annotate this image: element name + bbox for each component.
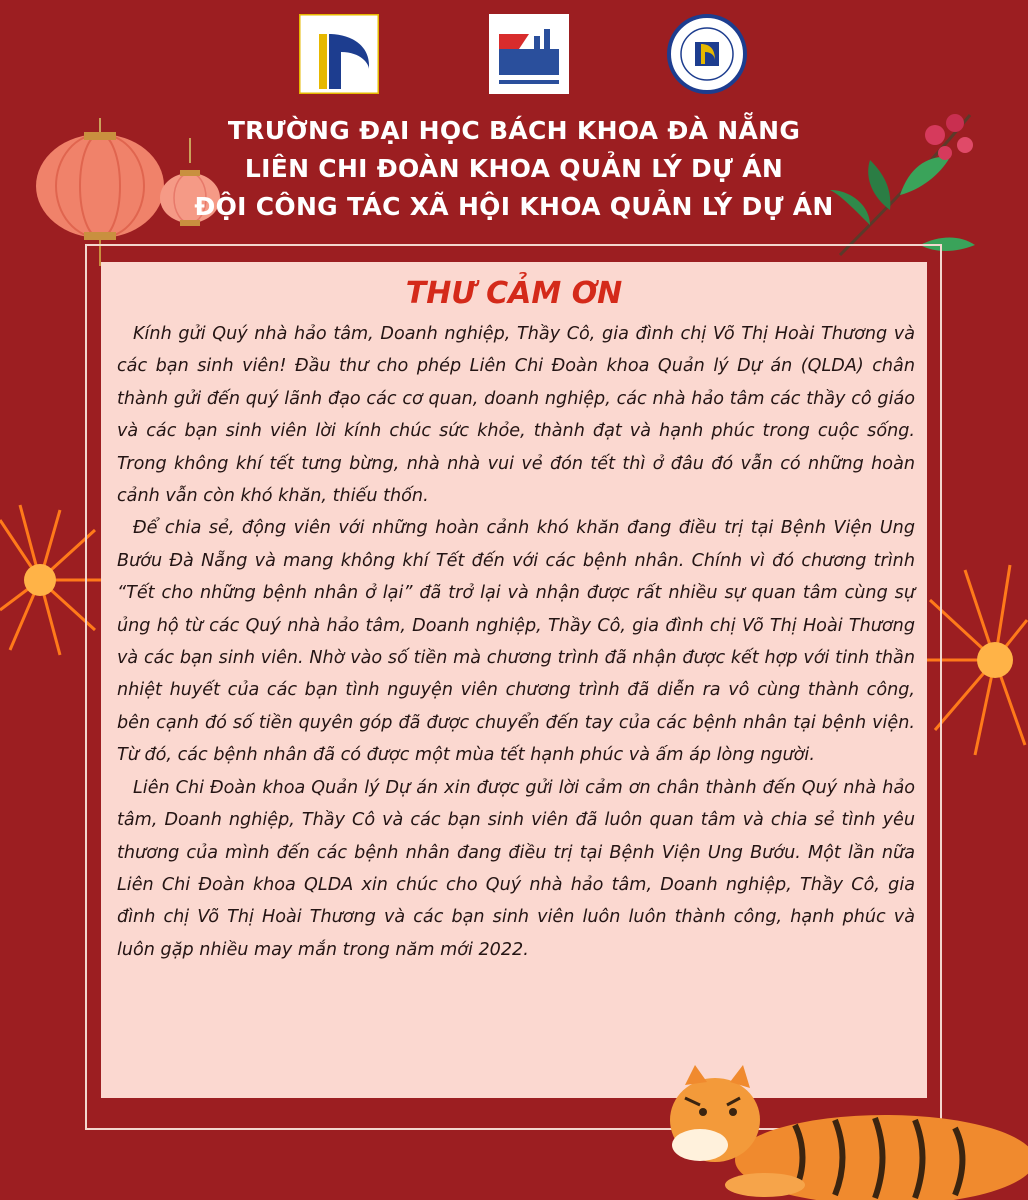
- header-line-union: LIÊN CHI ĐOÀN KHOA QUẢN LÝ DỰ ÁN: [244, 154, 784, 183]
- header-line-team: ĐỘI CÔNG TÁC XÃ HỘI KHOA QUẢN LÝ DỰ ÁN: [194, 192, 834, 221]
- letter-body: [117, 318, 915, 966]
- letter-paragraph: Kính gửi Quý nhà hảo tâm, Doanh nghiệp, Thầy Cô, gia đình chị Võ Thị Hoài Thương và các bạn sinh viên! Đầu thư cho phép Liên Chi Đoàn khoa Quản lý Dự án (QLDA) chân thành gửi đến quý lãnh đạo các cơ quan, doanh nghiệp, các nhà hảo tâm các thầy cô giáo và các bạn sinh viên lời kính chúc sức khỏe, thành đạt và hạnh phúc trong cuộc sống. Trong không khí tết tưng bừng, nhà nhà vui vẻ đón tết thì ở đâu đó vẫn có những hoàn cảnh vẫn còn khó khăn, thiếu thốn.: [117, 324, 915, 507]
- letter-paragraph: Để chia sẻ, động viên với những hoàn cảnh khó khăn đang điều trị tại Bệnh Viện Ung Bướu Đà Nẵng và mang không khí Tết đến với các bệnh nhân. Chính vì đó chương trình “Tết cho những bệnh nhân ở lại” đã trở lại và nhận được rất nhiều sự quan tâm cùng sự ủng hộ từ các Quý nhà hảo tâm, Doanh nghiệp, Thầy Cô, gia đình chị Võ Thị Hoài Thương và các bạn sinh viên. Nhờ vào số tiền mà chương trình đã nhận được kết hợp với tinh thần nhiệt huyết của các bạn tình nguyện viên chương trình đã diễn ra vô cùng thành công, bên cạnh đó số tiền quyên góp đã được chuyển đến tay của các bệnh nhân tại bệnh viện. Từ đó, các bệnh nhân đã có được một mùa tết hạnh phúc và ấm áp lòng người.: [117, 518, 915, 766]
- ctxh-logo: [667, 14, 747, 94]
- letter-paragraph: Liên Chi Đoàn khoa Quản lý Dự án xin được gửi lời cảm ơn chân thành đến Quý nhà hảo tâm, Doanh nghiệp, Thầy Cô và các bạn sinh viên đã luôn quan tâm và chia sẻ tình yêu thương của mình đến các bệnh nhân đang điều trị tại Bệnh Viện Ung Bướu. Một lần nữa Liên Chi Đoàn khoa QLDA xin chúc cho Quý nhà hảo tâm, Doanh nghiệp, Thầy Cô, gia đình chị Võ Thị Hoài Thương và các bạn sinh viên luôn luôn thành công, hạnh phúc và luôn gặp nhiều may mắn trong năm mới 2022.: [117, 777, 915, 960]
- pm-logo: [489, 14, 569, 94]
- letter-title: THƯ CẢM ƠN: [405, 276, 623, 311]
- tiger-icon: [655, 1050, 1028, 1200]
- header-block: [0, 112, 1028, 226]
- logo-bar: [0, 14, 1028, 94]
- header-line-university: TRƯỜNG ĐẠI HỌC BÁCH KHOA ĐÀ NẴNG: [227, 116, 801, 145]
- bach-khoa-logo: [299, 14, 379, 94]
